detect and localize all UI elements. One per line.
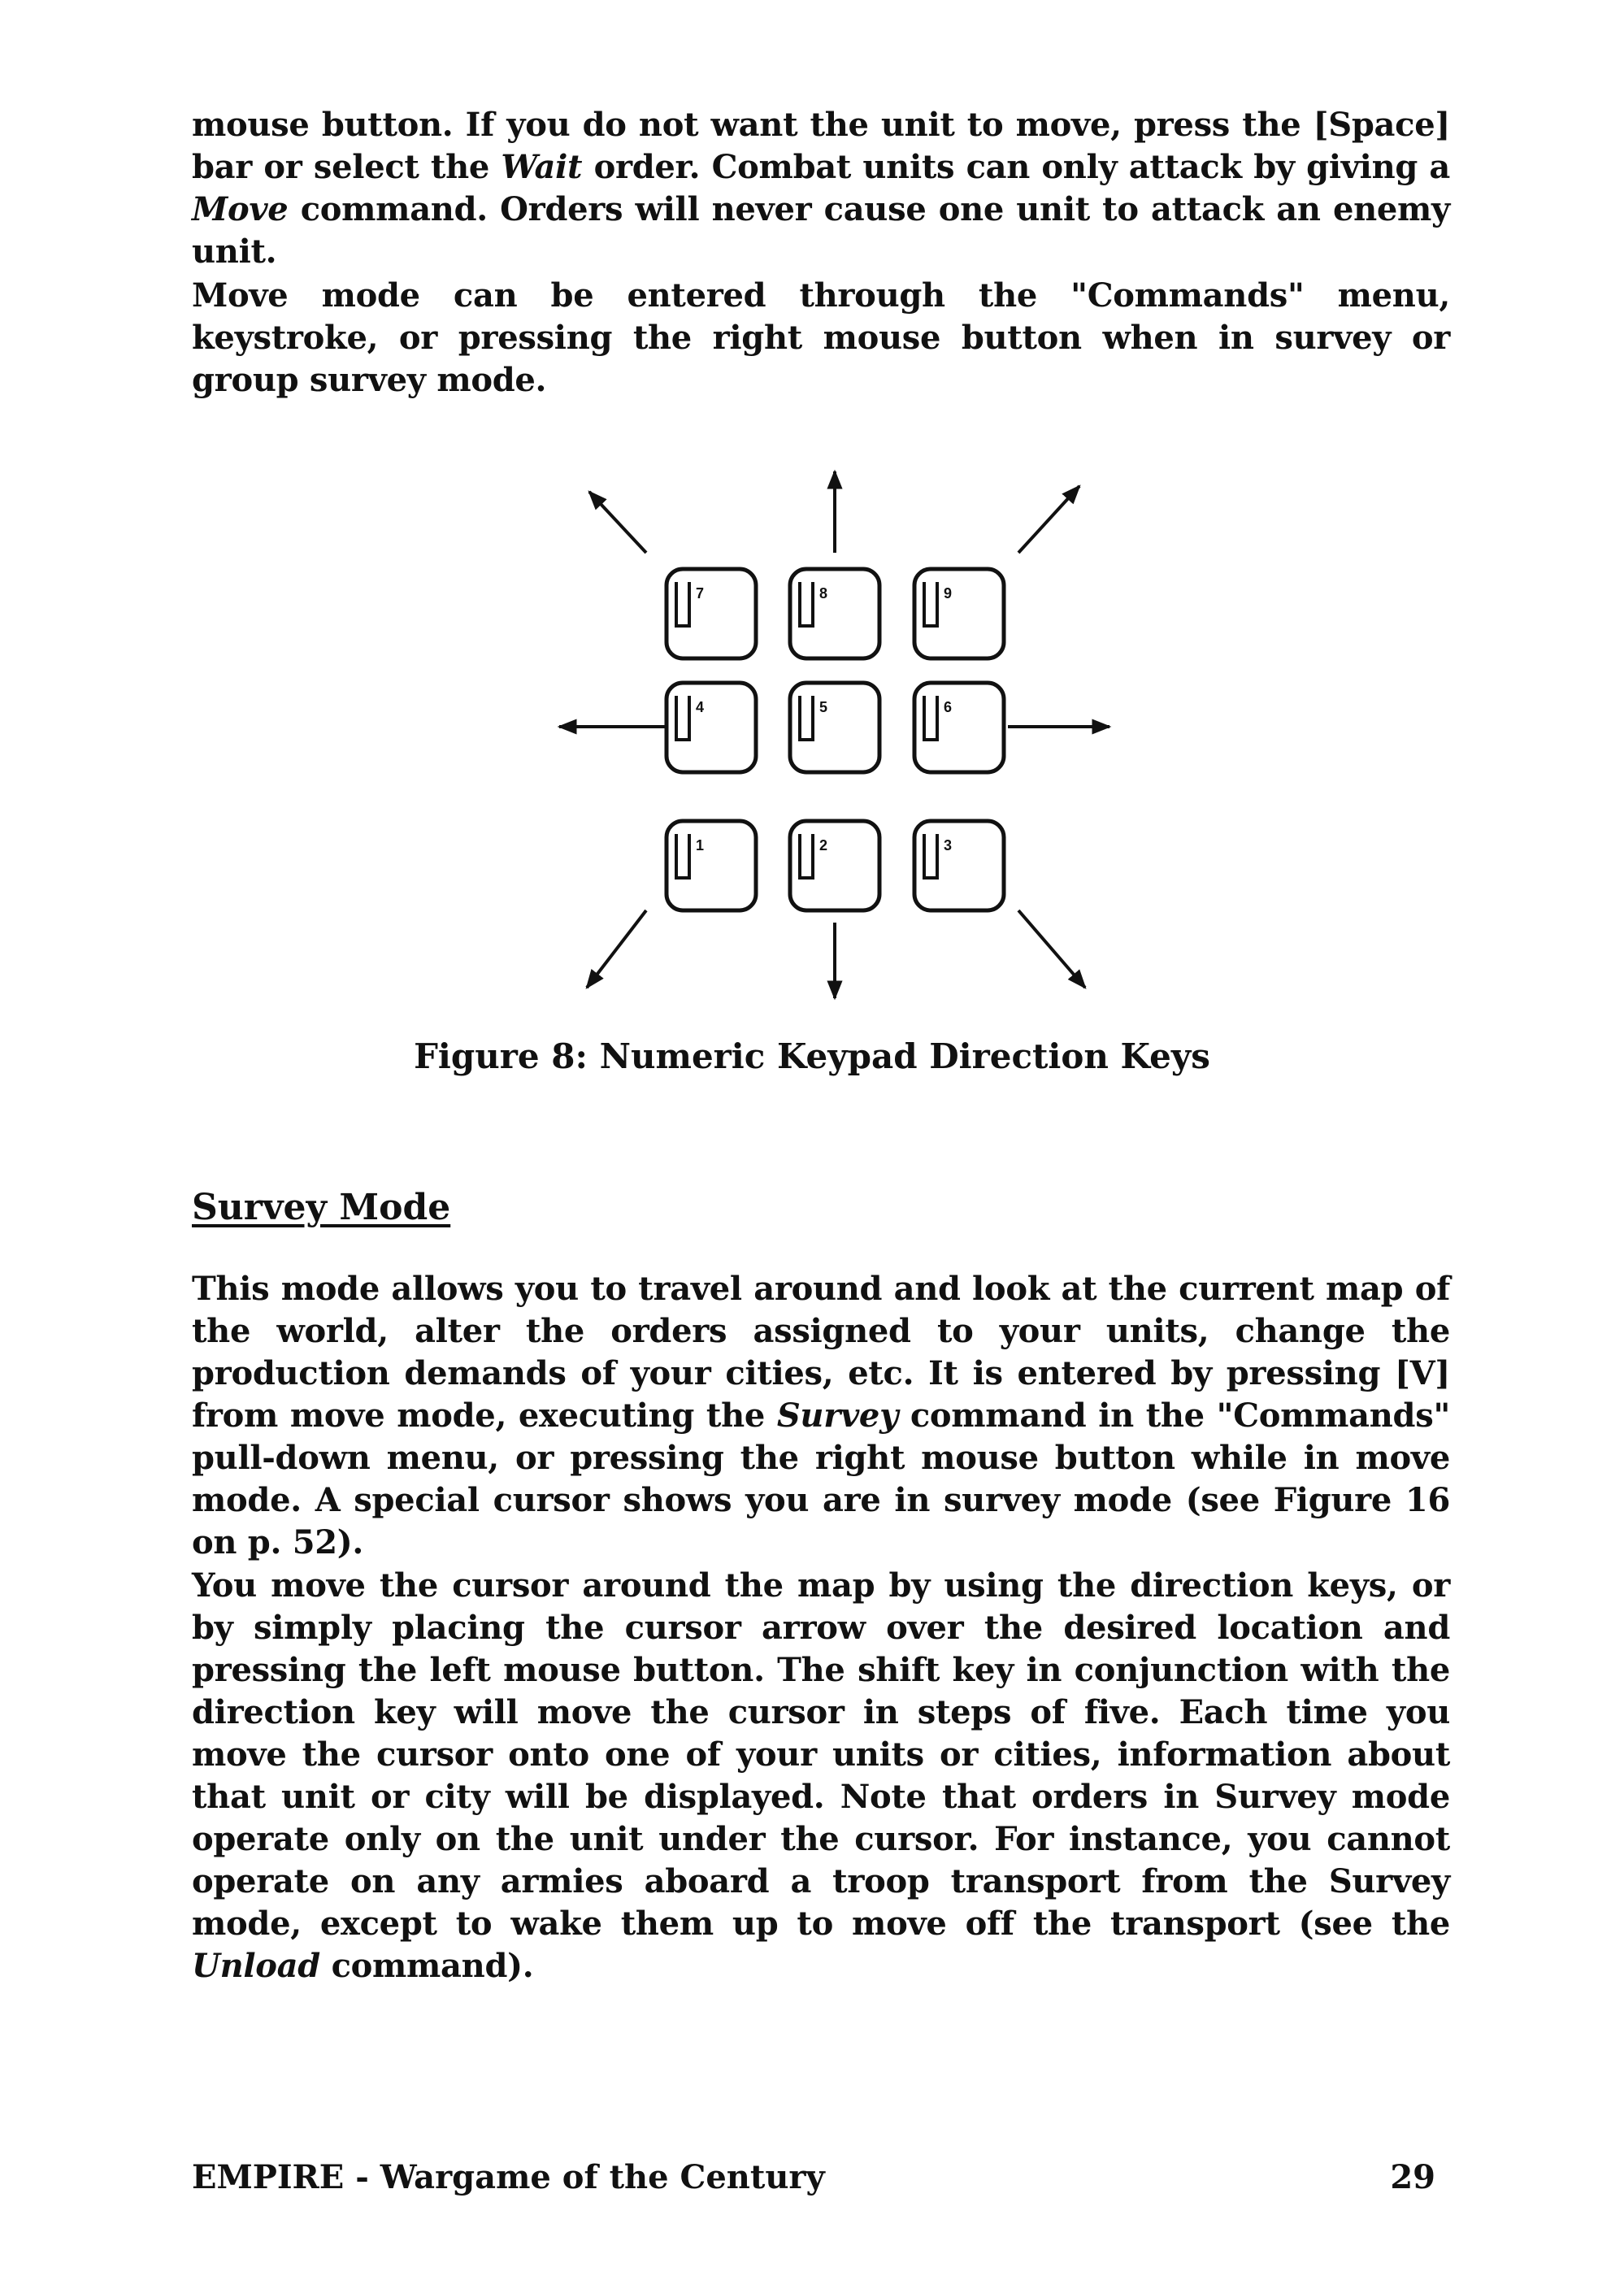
key-4 <box>667 683 756 772</box>
footer-title: EMPIRE - Wargame of the Century <box>192 2158 825 2196</box>
key-7 <box>667 569 756 658</box>
key-grid <box>667 569 1004 910</box>
text-run: This mode allows you to travel around and look at the current map of the world, alter the orders assigned to your units, change the production demands of your cities, etc. It is entered by pressing [V] from move mode, executing the <box>192 1270 1450 1435</box>
arrow-down-left <box>587 910 646 988</box>
key-2 <box>790 821 879 910</box>
key-label: 5 <box>819 699 828 715</box>
text-run: command in the "Commands" pull-down menu, or pressing the right mouse button while in move mode. A special cursor shows you are in survey mode (see Figure 16 on p. 52). <box>192 1396 1450 1561</box>
text-run: command. Orders will never cause one unit to attack an enemy unit. <box>192 190 1450 271</box>
paragraph-survey-intro <box>192 1268 1450 1564</box>
key-label: 4 <box>696 699 705 715</box>
arrow-down-right <box>1018 910 1085 988</box>
page-number: 29 <box>1390 2158 1435 2196</box>
arrow-up-right <box>1018 486 1079 553</box>
key-label: 3 <box>944 837 953 854</box>
key-label: 8 <box>819 585 828 602</box>
key-8 <box>790 569 879 658</box>
text-run: command). <box>319 1947 534 1985</box>
key-label: 1 <box>696 837 705 854</box>
paragraph-move-mode: Move mode can be entered through the "Commands" menu, keystroke, or pressing the right mouse button when in survey or group survey mode. <box>192 276 1450 399</box>
key-3 <box>914 821 1004 910</box>
italic-term-move: Move <box>192 190 289 228</box>
figure-caption: Figure 8: Numeric Keypad Direction Keys <box>414 1036 1210 1076</box>
key-6 <box>914 683 1004 772</box>
text-run: order. Combat units can only attack by giving a <box>582 148 1450 186</box>
text-run: mouse button. If you do not want the unit to move, press the [Space] bar or select the <box>192 106 1450 186</box>
key-label: 9 <box>944 585 953 602</box>
italic-term-unload: Unload <box>192 1947 320 1985</box>
italic-term-wait: Wait <box>501 148 583 186</box>
italic-term-survey: Survey <box>776 1396 899 1435</box>
key-label: 2 <box>819 837 828 854</box>
paragraph-survey-cursor <box>192 1565 1450 1987</box>
text-run: You move the cursor around the map by using the direction keys, or by simply placing the cursor arrow over the desired location and pressing the left mouse button. The shift key in conjunction with the direction key will move the cursor in steps of five. Each time you move the cursor onto one of your units or cities, information about that unit or city will be displayed. Note that orders in Survey mode operate only on the unit under the cursor. For instance, you cannot operate on any armies aboard a troop transport from the Survey mode, except to wake them up to move off the transport (see the <box>192 1566 1450 1943</box>
key-5 <box>790 683 879 772</box>
keypad-diagram <box>0 0 1624 1024</box>
arrow-up-left <box>589 492 646 553</box>
section-heading: Survey Mode <box>192 1187 451 1228</box>
key-9 <box>914 569 1004 658</box>
key-1 <box>667 821 756 910</box>
key-label: 6 <box>944 699 953 715</box>
key-label: 7 <box>696 585 705 602</box>
